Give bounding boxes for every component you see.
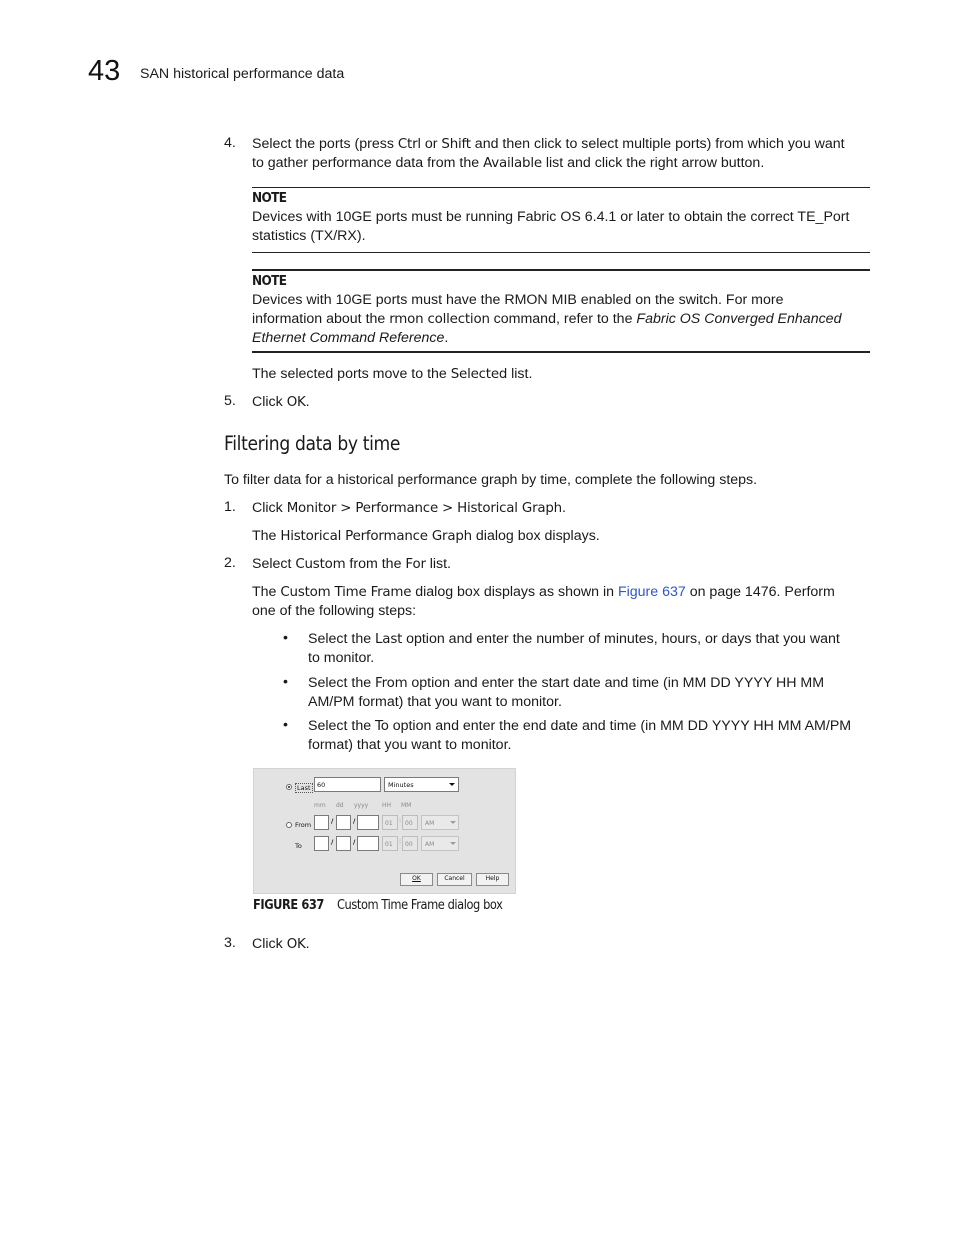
from-minute-field[interactable]: 00 (402, 815, 418, 830)
historical-graph-dialog-ref: Historical Performance Graph (280, 529, 472, 544)
from-label: From (295, 821, 312, 829)
bullet-2-dot: • (283, 674, 288, 690)
note-1 (252, 190, 870, 246)
custom-time-frame-dialog (253, 768, 516, 894)
note-1-line-1: Devices with 10GE ports must be running Fabric OS 6.4.1 or later to obtain the correct TE_Port (252, 209, 850, 225)
note-1-label: NOTE (252, 191, 287, 206)
step-4-number: 4. (224, 135, 236, 151)
from-colon: : (399, 817, 402, 824)
to-slash-1: / (331, 838, 334, 846)
filter-step-1-text: Click Monitor > Performance > Historical Graph. (252, 500, 566, 516)
to-day-field[interactable] (336, 836, 351, 851)
help-button[interactable]: Help (476, 873, 509, 886)
to-hour-field[interactable]: 01 (382, 836, 398, 851)
available-list-ref: Available (483, 156, 542, 171)
header-mm: mm (314, 802, 326, 809)
header-yyyy: yyyy (354, 802, 369, 809)
header-hh: HH (382, 802, 392, 809)
last-label: Last (297, 784, 311, 792)
selected-ports-text: The selected ports move to the Selected list. (252, 366, 533, 382)
to-month-field[interactable] (314, 836, 329, 851)
ok-button[interactable]: OK (400, 873, 433, 886)
filter-step-2-result: The Custom Time Frame dialog box displays as shown in Figure 637 on page 1476. Perform one of the following steps: (252, 584, 835, 619)
last-radio[interactable] (286, 784, 292, 790)
from-radio[interactable] (286, 822, 292, 828)
ok-ref: OK (286, 395, 306, 410)
for-list-ref: For (405, 557, 426, 572)
from-month-field[interactable] (314, 815, 329, 830)
bullet-1-dot: • (283, 630, 288, 646)
last-option-ref: Last (375, 632, 403, 647)
step-4-text: Select the ports (press Ctrl or Shift and then click to select multiple ports) from which you want to gather performance data from the Available list and click the right arrow button. (252, 136, 845, 171)
from-slash-2: / (353, 817, 356, 825)
bullet-3-dot: • (283, 717, 288, 733)
rmon-command-ref: rmon collection (389, 312, 490, 327)
section-heading: Filtering data by time (224, 432, 401, 455)
selected-list-ref: Selected (450, 367, 508, 382)
filter-step-2-number: 2. (224, 555, 236, 571)
figure-caption: Custom Time Frame dialog box (337, 898, 503, 913)
figure-label: FIGURE 637 (253, 898, 324, 913)
custom-time-frame-ref: Custom Time Frame (280, 585, 412, 600)
filter-step-2-text: Select Custom from the For list. (252, 556, 451, 572)
from-year-field[interactable] (357, 815, 379, 830)
note-1-bottom-rule (252, 252, 870, 253)
unit-select-value: Minutes (388, 781, 414, 789)
note-2-bottom-rule (252, 351, 870, 353)
note-2-top-rule (252, 269, 870, 271)
note-2-line-2: information about the rmon collection command, refer to the Fabric OS Converged Enhanced (252, 311, 842, 327)
chevron-down-icon (450, 842, 456, 845)
ctrl-key: Ctrl (397, 137, 421, 152)
ok-ref: OK (286, 937, 306, 952)
to-ampm-select[interactable]: AM (421, 836, 459, 851)
filter-step-1-result: The Historical Performance Graph dialog box displays. (252, 528, 600, 544)
bullet-1-text: Select the Last option and enter the number of minutes, hours, or days that you want to monitor. (308, 631, 840, 666)
note-2-label: NOTE (252, 274, 287, 289)
header-dd: dd (336, 802, 344, 809)
custom-option-ref: Custom (295, 557, 346, 572)
chapter-number: 43 (88, 55, 121, 87)
note-2-line-1: Devices with 10GE ports must have the RMON MIB enabled on the switch. For more (252, 292, 784, 308)
note-2-line-3: Ethernet Command Reference. (252, 330, 449, 346)
shift-key: Shift (441, 137, 471, 152)
note-1-line-2: statistics (TX/RX). (252, 228, 366, 244)
last-value-field[interactable]: 60 (314, 777, 381, 792)
from-option-ref: From (375, 676, 408, 691)
header-min: MM (401, 802, 412, 809)
to-minute-field[interactable]: 00 (402, 836, 418, 851)
section-intro: To filter data for a historical performance graph by time, complete the following steps. (224, 472, 758, 488)
step-5-number: 5. (224, 393, 236, 409)
note-1-top-rule (252, 187, 870, 188)
to-year-field[interactable] (357, 836, 379, 851)
from-ampm-select[interactable]: AM (421, 815, 459, 830)
to-colon: : (399, 838, 402, 845)
figure-637-link[interactable]: Figure 637 (617, 584, 686, 600)
bullet-2-text: Select the From option and enter the start date and time (in MM DD YYYY HH MM AM/PM format) that you want to monitor. (308, 675, 825, 710)
running-title: SAN historical performance data (140, 66, 345, 82)
from-hour-field[interactable]: 01 (382, 815, 398, 830)
to-slash-2: / (353, 838, 356, 846)
menu-path-ref: Monitor > Performance > Historical Graph (286, 501, 562, 516)
from-slash-1: / (331, 817, 334, 825)
note-2 (252, 273, 870, 348)
filter-step-3-text: Click OK. (252, 936, 310, 952)
chevron-down-icon (450, 821, 456, 824)
unit-select[interactable] (384, 777, 459, 792)
step-5-text: Click OK. (252, 394, 310, 410)
chevron-down-icon (449, 783, 455, 786)
bullet-3-text: Select the To option and enter the end date and time (in MM DD YYYY HH MM AM/PM format) that you want to monitor. (308, 718, 852, 753)
filter-step-3-number: 3. (224, 935, 236, 951)
cancel-button[interactable]: Cancel (437, 873, 472, 886)
to-option-ref: To (375, 719, 389, 734)
from-day-field[interactable] (336, 815, 351, 830)
to-label: To (295, 842, 302, 850)
filter-step-1-number: 1. (224, 499, 236, 515)
